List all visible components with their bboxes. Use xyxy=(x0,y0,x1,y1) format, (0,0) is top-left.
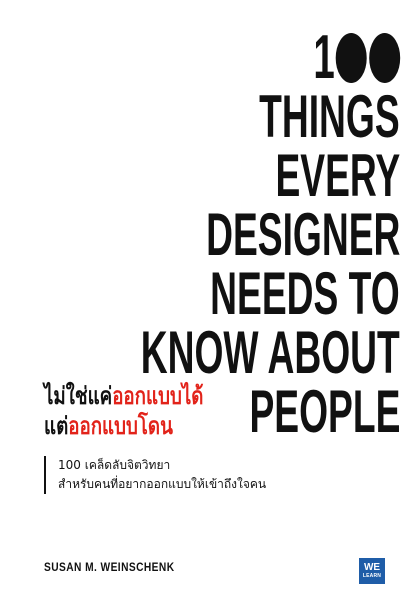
tagline-line-1: 100 เคล็ดลับจิตวิทยา xyxy=(58,458,171,472)
thai-title-line-1-red: ออกแบบได้ xyxy=(112,382,204,410)
logo-we: WE xyxy=(363,562,381,573)
thai-title-line-2 xyxy=(44,414,203,438)
we-learn-logo xyxy=(359,558,385,584)
thai-title-line-2-black: แต่ xyxy=(44,412,69,440)
thai-title-line-1 xyxy=(44,384,203,408)
title-zero-dot xyxy=(369,33,400,83)
tagline xyxy=(44,456,266,494)
title-line-needs-to: NEEDS TO xyxy=(210,260,400,327)
title-line-designer: DESIGNER xyxy=(205,201,400,268)
title-number xyxy=(312,23,400,92)
title-line-every: EVERY xyxy=(275,142,400,209)
thai-title-line-2-red: ออกแบบโดน xyxy=(68,412,173,440)
logo-learn: LEARN xyxy=(362,573,382,579)
tagline-line-2: สำหรับคนที่อยากออกแบบให้เข้าถึงใจคน xyxy=(58,477,267,491)
title-zero-dot xyxy=(336,33,367,83)
thai-title-line-1-black: ไม่ใช่แค่ xyxy=(44,382,113,410)
title-line-know-about: KNOW ABOUT xyxy=(141,319,400,386)
title-line-people: PEOPLE xyxy=(249,378,400,445)
author-name: SUSAN M. WEINSCHENK xyxy=(44,560,175,574)
title-number-one: 1 xyxy=(312,23,334,92)
thai-title xyxy=(44,384,248,438)
title-line-things: THINGS xyxy=(259,83,400,150)
